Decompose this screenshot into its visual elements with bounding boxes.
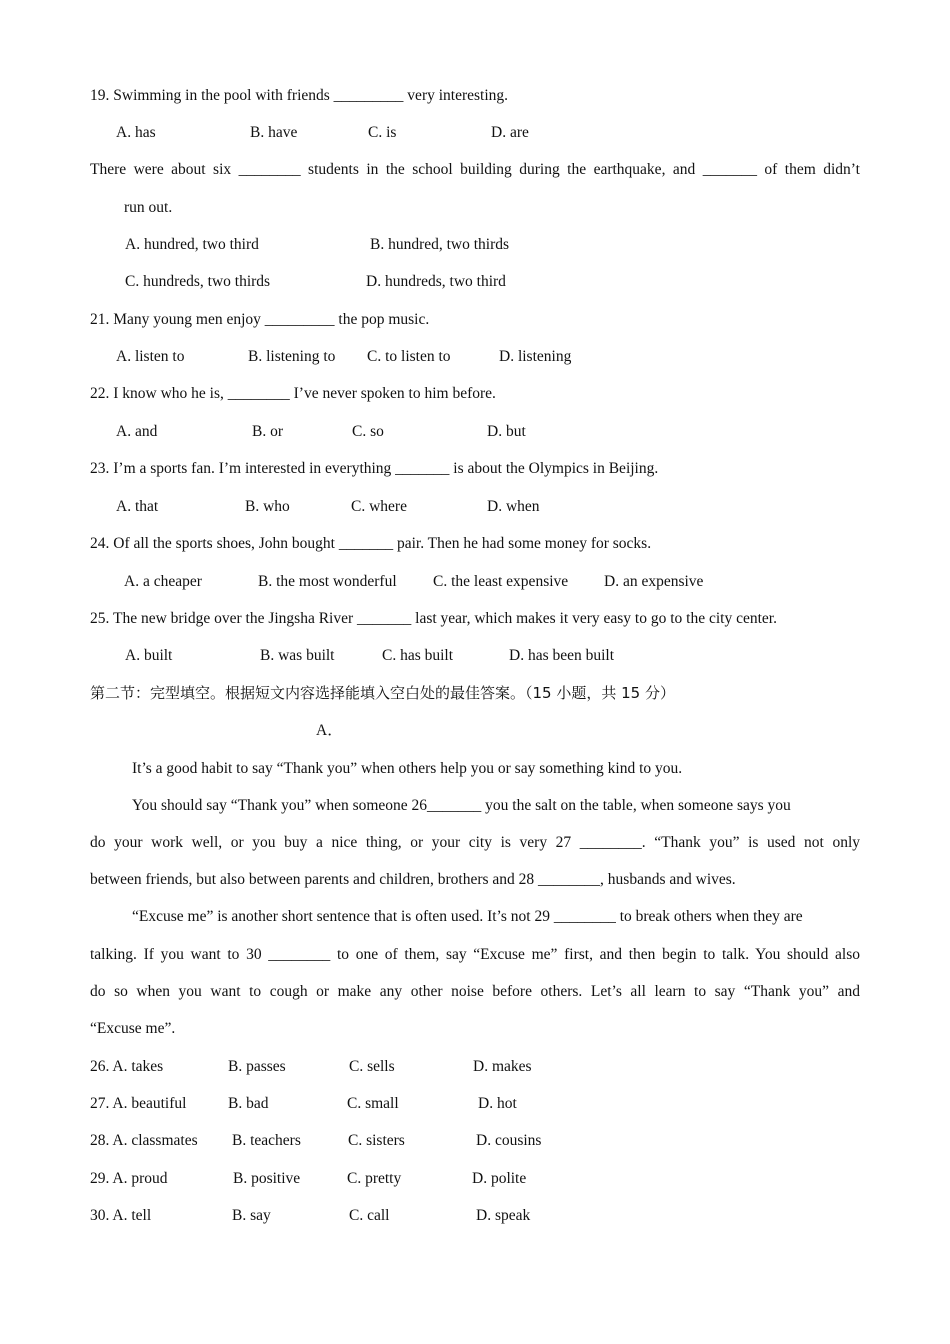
question-22-stem: 22. I know who he is, ________ I’ve never spoken to him before. [90, 385, 496, 402]
question-25-stem: 25. The new bridge over the Jingsha River _______ last year, which makes it very easy to go to the city center. [90, 610, 777, 627]
q25-option-d: D. has been built [509, 647, 615, 664]
question-20-stem-line2: run out. [124, 199, 173, 216]
q28-option-d: D. cousins [476, 1132, 542, 1149]
question-24-stem: 24. Of all the sports shoes, John bought _______ pair. Then he had some money for socks. [90, 535, 652, 552]
q20-option-d: D. hundreds, two third [366, 273, 506, 290]
q23-option-b: B. who [245, 498, 290, 515]
q28-option-c: C. sisters [348, 1132, 405, 1149]
q22-option-c: C. so [352, 423, 384, 440]
q30-option-a: 30. A. tell [90, 1207, 152, 1224]
q21-option-c: C. to listen to [367, 348, 451, 365]
question-19-stem: 19. Swimming in the pool with friends _________ very interesting. [90, 87, 509, 104]
passage-paragraph-3-line2: talking. If you want to 30 ________ to one of them, say “Excuse me” first, and then begin to talk. You should also [90, 946, 860, 963]
q27-option-c: C. small [347, 1095, 399, 1112]
passage-paragraph-2-line3: between friends, but also between parents and children, brothers and 28 ________, husbands and wives. [90, 871, 736, 888]
q21-option-b: B. listening to [248, 348, 336, 365]
q23-option-a: A. that [116, 498, 159, 515]
passage-paragraph-1: It’s a good habit to say “Thank you” when others help you or say something kind to you. [132, 760, 683, 777]
q23-option-d: D. when [487, 498, 540, 515]
q19-option-b: B. have [250, 124, 298, 141]
q24-option-c: C. the least expensive [433, 573, 569, 590]
question-20-stem-line1: There were about six ________ students in the school building during the earthquake, and _______ of them didn’t [90, 161, 860, 178]
q24-option-b: B. the most wonderful [258, 573, 397, 590]
passage-paragraph-3-line4: “Excuse me”. [90, 1020, 176, 1037]
passage-paragraph-3-line3: do so when you want to cough or make any other noise before others. Let’s all learn to say “Thank you” and [90, 983, 860, 1000]
q22-option-d: D. but [487, 423, 526, 440]
q27-option-d: D. hot [478, 1095, 517, 1112]
q26-option-c: C. sells [349, 1058, 395, 1075]
passage-paragraph-2-line1: You should say “Thank you” when someone 26_______ you the salt on the table, when someone says you [132, 797, 791, 814]
q19-option-c: C. is [368, 124, 397, 141]
q29-option-d: D. polite [472, 1170, 527, 1187]
q25-option-b: B. was built [260, 647, 335, 664]
q26-option-a: 26. A. takes [90, 1058, 164, 1075]
passage-label: A． [316, 722, 343, 739]
q29-option-a: 29. A. proud [90, 1170, 168, 1187]
q20-option-a: A. hundred, two third [125, 236, 259, 253]
q21-option-a: A. listen to [116, 348, 185, 365]
q27-option-a: 27. A. beautiful [90, 1095, 187, 1112]
passage-paragraph-2-line2: do your work well, or you buy a nice thing, or your city is very 27 ________. “Thank you” is used not only [90, 834, 860, 851]
q22-option-b: B. or [252, 423, 283, 440]
q28-option-b: B. teachers [232, 1132, 301, 1149]
question-21-stem: 21. Many young men enjoy _________ the pop music. [90, 311, 430, 328]
q25-option-a: A. built [125, 647, 173, 664]
q20-option-c: C. hundreds, two thirds [125, 273, 271, 290]
q24-option-d: D. an expensive [604, 573, 704, 590]
q24-option-a: A. a cheaper [124, 573, 202, 590]
q30-option-c: C. call [349, 1207, 390, 1224]
q19-option-a: A. has [116, 124, 156, 141]
q29-option-c: C. pretty [347, 1170, 402, 1187]
q21-option-d: D. listening [499, 348, 572, 365]
question-23-stem: 23. I’m a sports fan. I’m interested in everything _______ is about the Olympics in Beijing. [90, 460, 659, 477]
q27-option-b: B. bad [228, 1095, 269, 1112]
q19-option-d: D. are [491, 124, 529, 141]
q22-option-a: A. and [116, 423, 158, 440]
q26-option-d: D. makes [473, 1058, 532, 1075]
q23-option-c: C. where [351, 498, 407, 515]
q30-option-b: B. say [232, 1207, 271, 1224]
q30-option-d: D. speak [476, 1207, 531, 1224]
q29-option-b: B. positive [233, 1170, 301, 1187]
passage-paragraph-3-line1: “Excuse me” is another short sentence that is often used. It’s not 29 ________ to break others when they are [132, 908, 803, 925]
section-heading: 第二节：完型填空。根据短文内容选择能填入空白处的最佳答案。（15 小题，共 15 分） [90, 684, 675, 702]
q20-option-b: B. hundred, two thirds [370, 236, 510, 253]
q26-option-b: B. passes [228, 1058, 286, 1075]
q25-option-c: C. has built [382, 647, 454, 664]
q28-option-a: 28. A. classmates [90, 1132, 198, 1149]
